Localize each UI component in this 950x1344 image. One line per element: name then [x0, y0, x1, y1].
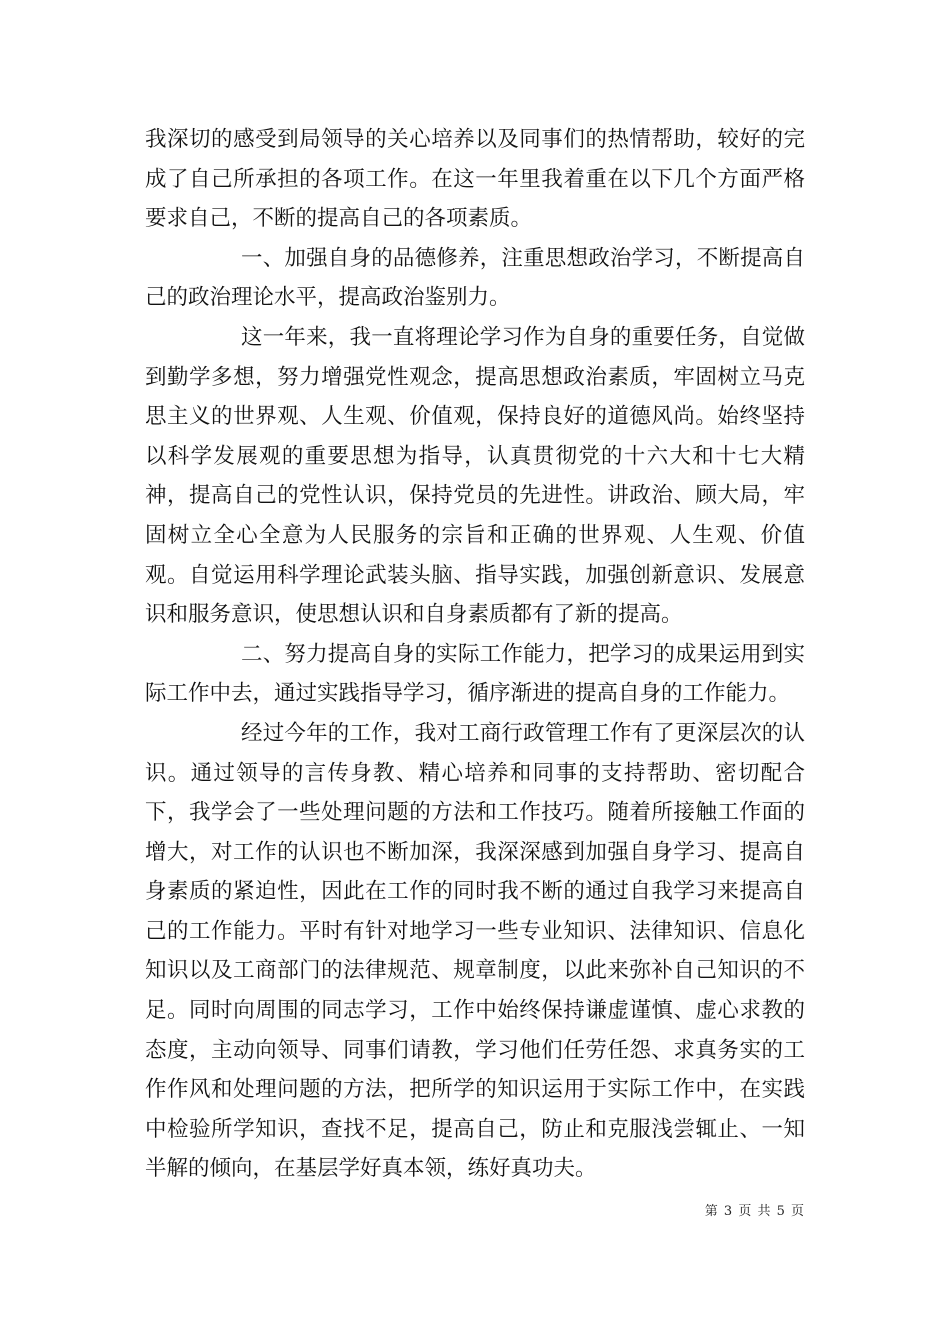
- paragraph-work-ability: 经过今年的工作，我对工商行政管理工作有了更深层次的认识。通过领导的言传身教、精心培养和同事的支持帮助、密切配合下，我学会了一些处理问题的方法和工作技巧。随着所接触工作面的增大，对工作的认识也不断加深，我深深感到加强自身学习、提高自身素质的紧迫性，因此在工作的同时我不断的通过自我学习来提高自己的工作能力。平时有针对地学习一些专业知识、法律知识、信息化知识以及工商部门的法律规范、规章制度，以此来弥补自己知识的不足。同时向周围的同志学习，工作中始终保持谦虚谨慎、虚心求教的态度，主动向领导、同事们请教，学习他们任劳任怨、求真务实的工作作风和处理问题的方法，把所学的知识运用于实际工作中，在实践中检验所学知识，查找不足，提高自己，防止和克服浅尝辄止、一知半解的倾向，在基层学好真本领，练好真功夫。: [145, 720, 805, 1182]
- section-heading-one: 一、加强自身的品德修养，注重思想政治学习，不断提高自己的政治理论水平，提高政治鉴别力。: [145, 245, 805, 311]
- paragraph-theory-study: 这一年来，我一直将理论学习作为自身的重要任务，自觉做到勤学多想，努力增强党性观念，提高思想政治素质，牢固树立马克思主义的世界观、人生观、价值观，保持良好的道德风尚。始终坚持以科学发展观的重要思想为指导，认真贯彻党的十六大和十七大精神，提高自己的党性认识，保持党员的先进性。讲政治、顾大局，牢固树立全心全意为人民服务的宗旨和正确的世界观、人生观、价值观。自觉运用科学理论武装头脑、指导实践，加强创新意识、发展意识和服务意识，使思想认识和自身素质都有了新的提高。: [145, 324, 805, 628]
- page-number-footer: 第 3 页 共 5 页: [704, 1204, 805, 1219]
- section-heading-two: 二、努力提高自身的实际工作能力，把学习的成果运用到实际工作中去，通过实践指导学习，循序渐进的提高自身的工作能力。: [145, 641, 805, 707]
- paragraph-opening: 我深切的感受到局领导的关心培养以及同事们的热情帮助，较好的完成了自己所承担的各项工作。在这一年里我着重在以下几个方面严格要求自己，不断的提高自己的各项素质。: [145, 127, 805, 232]
- document-body: [145, 120, 805, 1189]
